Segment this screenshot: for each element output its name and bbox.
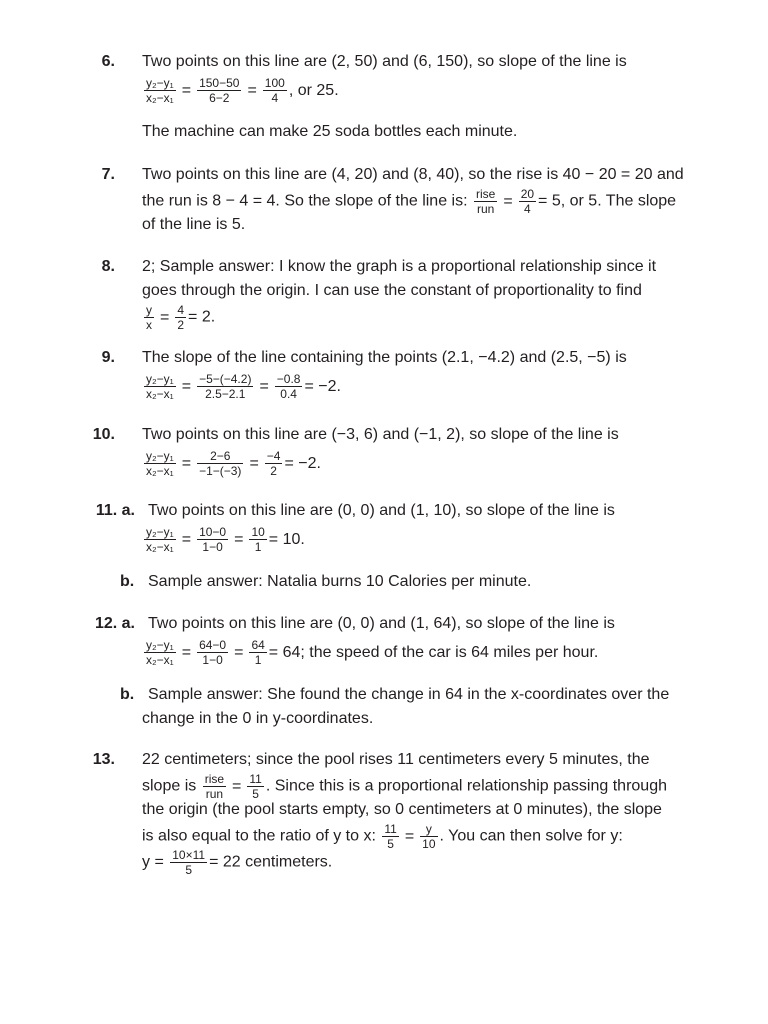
fraction: $\frac{20}{4}$ <box>520 187 535 216</box>
fraction: $\frac{\text{y₂−y₁}}{\text{x₂−x₁}}$ <box>146 372 174 402</box>
fraction: $\frac{\text{rise}}{\text{run}}$ <box>476 187 496 216</box>
math-line: $\frac{\text{y₂−y₁}}{\text{x₂−x₁}}$ = $\frac{150-50}{6-2}$ = $\frac{100}{4}$ , or 25. <box>146 76 339 106</box>
fraction: $\frac{11}{5}$ <box>384 822 397 851</box>
answer-text: Two points on this line are (−3, 6) and (−1, 2), so slope of the line is <box>142 426 619 443</box>
fraction: $\frac{150-50}{6-2}$ <box>199 76 240 106</box>
fraction: $\frac{4}{2}$ <box>177 303 185 332</box>
answer-text: goes through the origin. I can use the constant of proportionality to find <box>142 282 642 299</box>
math-line: $\frac{\text{y₂−y₁}}{\text{x₂−x₁}}$ = $\frac{-5-(-4.2)}{2.5-2.1}$ = $\frac{-0.8}{0.4}$ = −2. <box>146 372 341 402</box>
item-number: 7. <box>101 166 115 183</box>
fraction: $\frac{\text{rise}}{\text{run}}$ <box>204 772 225 801</box>
answer-text: The machine can make 25 soda bottles each minute. <box>142 123 518 140</box>
answer-text: Two points on this line are (0, 0) and (1, 10), so slope of the line is <box>148 502 615 519</box>
answer-text: Two points on this line are (0, 0) and (1, 64), so slope of the line is <box>148 615 615 632</box>
item-number: 8. <box>101 258 115 275</box>
fraction: $\frac{64-0}{1-0}$ <box>199 638 227 668</box>
item-number: 9. <box>101 349 115 366</box>
answer-text: change in the 0 in y-coordinates. <box>142 710 374 727</box>
fraction: $\frac{10\times 11}{5}$ <box>172 848 206 877</box>
math-line: $\frac{y}{x}$ = $\frac{4}{2}$ = 2. <box>146 303 216 332</box>
fraction: $\frac{10}{1}$ <box>251 525 265 555</box>
answer-text: of the line is 5. <box>142 216 246 233</box>
subpart-label: b. <box>120 686 135 703</box>
fraction: $\frac{\text{y₂−y₁}}{\text{x₂−x₁}}$ <box>146 449 174 479</box>
math-line: y = $\frac{10\times 11}{5}$ = 22 centimeters. <box>142 848 333 877</box>
math-line: $\frac{\text{y₂−y₁}}{\text{x₂−x₁}}$ = $\frac{2-6}{-1-(-3)}$ = $\frac{-4}{2}$ = −2. <box>146 449 321 479</box>
fraction: $\frac{64}{1}$ <box>251 638 265 668</box>
subpart-label: b. <box>120 573 135 590</box>
item-number: 6. <box>101 53 115 70</box>
fraction: $\frac{y}{10}$ <box>422 822 436 851</box>
answer-text: Sample answer: She found the change in 64 in the x-coordinates over the <box>148 686 670 703</box>
answer-text: 22 centimeters; since the pool rises 11 centimeters every 5 minutes, the <box>142 751 650 768</box>
answer-text: Sample answer: Natalia burns 10 Calories per minute. <box>148 573 532 590</box>
fraction: $\frac{\text{y₂−y₁}}{\text{x₂−x₁}}$ <box>146 638 174 668</box>
math-line: slope is $\frac{\text{rise}}{\text{run}}$ = $\frac{11}{5}$ . Since this is a proportional relationship passing through <box>142 772 667 801</box>
answer-text: Two points on this line are (2, 50) and (6, 150), so slope of the line is <box>142 53 627 70</box>
fraction: $\frac{-4}{2}$ <box>266 449 281 479</box>
math-line: the run is 8 − 4 = 4. So the slope of the line is: $\frac{\text{rise}}{\text{run}}$ = $\frac{20}{4}$ = 5, or 5. The slope <box>142 187 677 216</box>
item-number: 11. a. <box>95 502 135 519</box>
math-line: is also equal to the ratio of y to x: $\frac{11}{5}$ = $\frac{y}{10}$ . You can then solve for y: <box>142 822 623 851</box>
item-number: 10. <box>92 426 115 443</box>
fraction: $\frac{-5-(-4.2)}{2.5-2.1}$ <box>199 372 252 402</box>
fraction: $\frac{-0.8}{0.4}$ <box>276 372 301 402</box>
math-line: $\frac{\text{y₂−y₁}}{\text{x₂−x₁}}$ = $\frac{10-0}{1-0}$ = $\frac{10}{1}$ = 10. <box>146 525 305 555</box>
item-number: 13. <box>92 751 115 768</box>
answer-text: 2; Sample answer: I know the graph is a proportional relationship since it <box>142 258 657 275</box>
fraction: $\frac{2-6}{-1-(-3)}$ <box>199 449 242 479</box>
fraction: $\frac{\text{y₂−y₁}}{\text{x₂−x₁}}$ <box>146 525 174 555</box>
answer-text: Two points on this line are (4, 20) and (8, 40), so the rise is 40 − 20 = 20 and <box>142 166 684 183</box>
answer-text: , or 25. <box>288 82 339 99</box>
item-number: 12. a. <box>94 615 135 632</box>
math-line: $\frac{\text{y₂−y₁}}{\text{x₂−x₁}}$ = $\frac{64-0}{1-0}$ = $\frac{64}{1}$ = 64; the speed of the car is 64 miles per hour. <box>146 638 599 668</box>
fraction: $\frac{11}{5}$ <box>249 772 262 801</box>
fraction: $\frac{y}{x}$ <box>146 303 152 332</box>
answer-text: the origin (the pool starts empty, so 0 centimeters at 0 minutes), the slope <box>142 801 662 818</box>
fraction: $\frac{100}{4}$ <box>264 76 285 106</box>
fraction: $\frac{10-0}{1-0}$ <box>199 525 227 555</box>
fraction: $\frac{\text{y₂−y₁}}{\text{x₂−x₁}}$ <box>146 76 174 106</box>
answer-text: The slope of the line containing the points (2.1, −4.2) and (2.5, −5) is <box>142 349 627 366</box>
